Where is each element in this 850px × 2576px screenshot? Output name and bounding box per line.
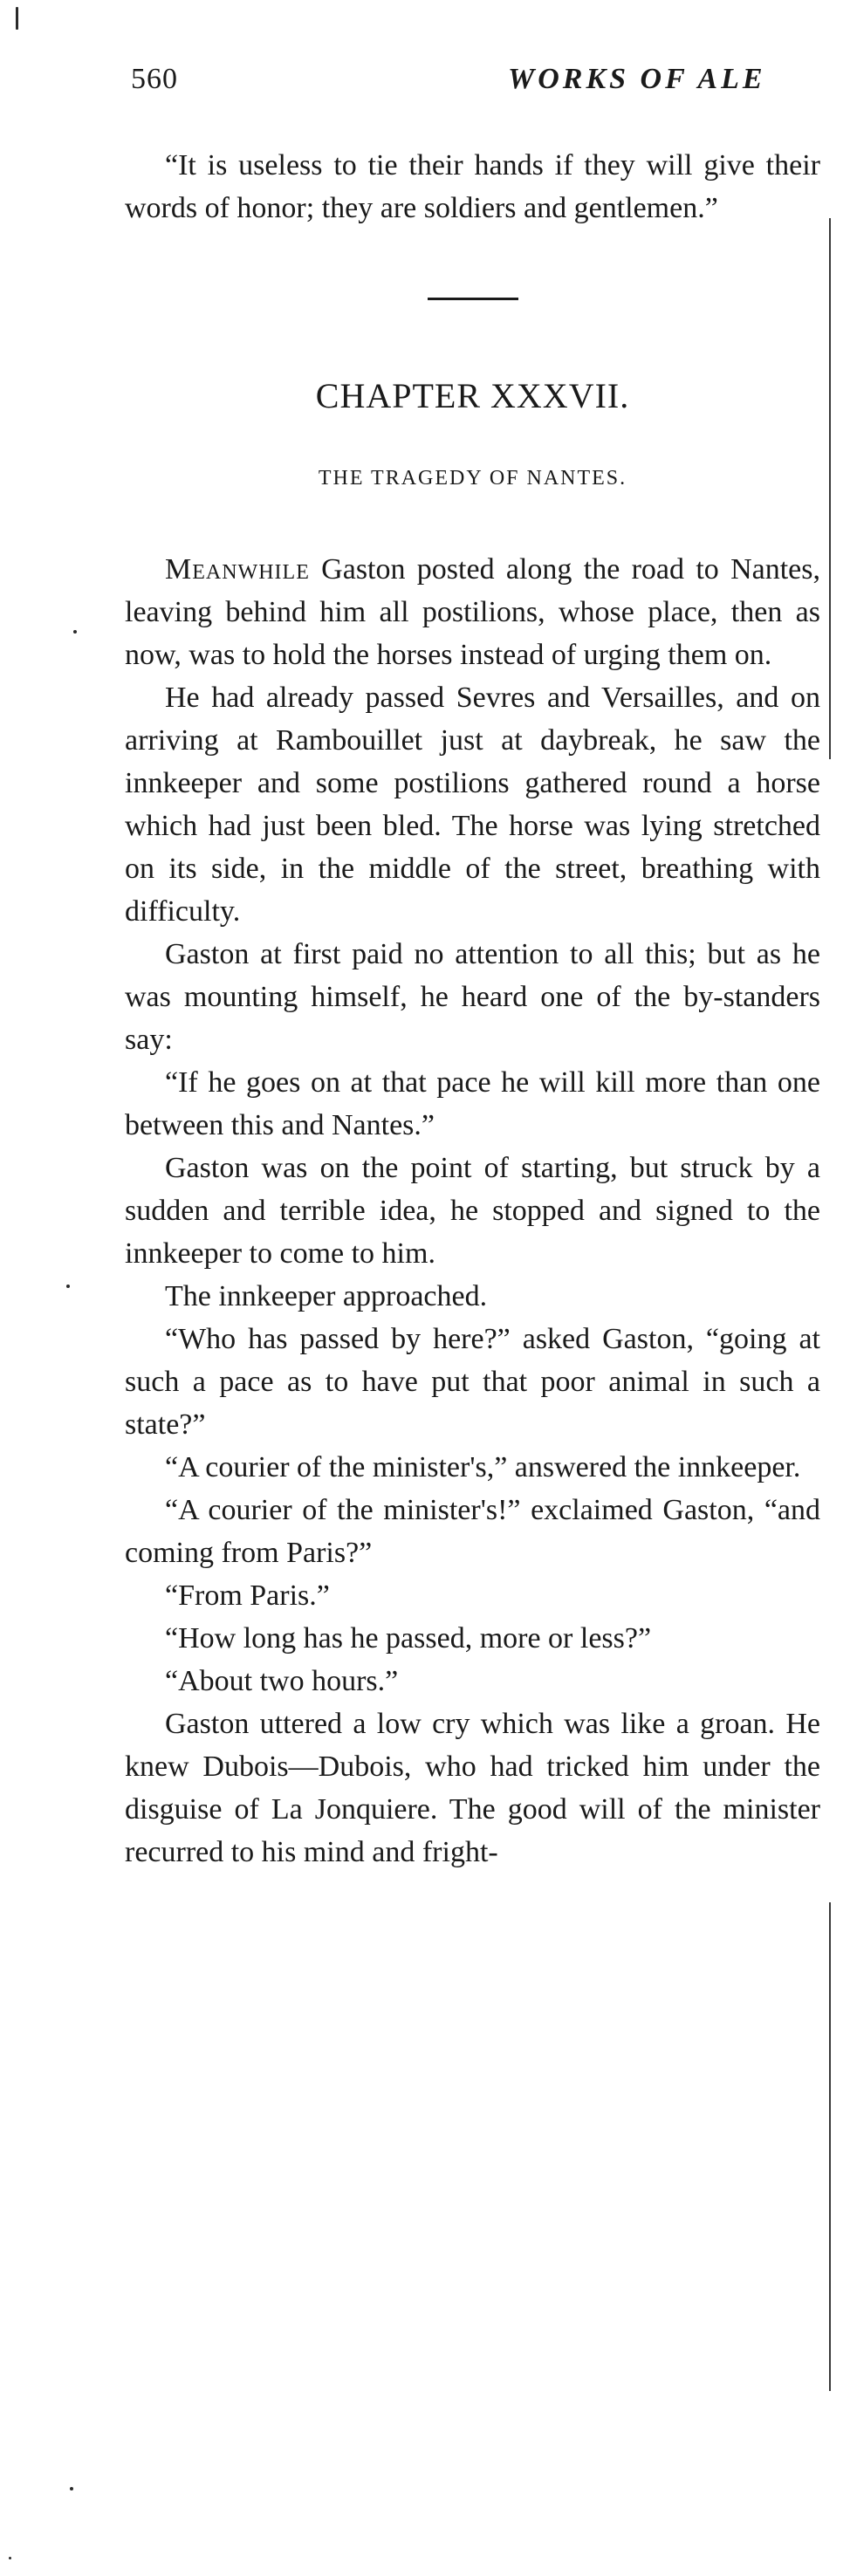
text-column — [125, 144, 820, 1874]
ink-speck — [70, 2487, 73, 2490]
paragraph: “Who has passed by here?” asked Gaston, “going at such a pace as to have put that poor animal in such a state?” — [125, 1323, 820, 1441]
opening-paragraph — [125, 548, 820, 676]
paragraph: “A courier of the minister's!” exclaimed Gaston, “and coming from Paris?” — [125, 1494, 820, 1569]
page-number: 560 — [131, 63, 178, 95]
paragraph: The innkeeper approached. — [165, 1280, 488, 1312]
chapter-title: CHAPTER XXXVII. — [315, 376, 630, 415]
ink-mark — [16, 7, 18, 30]
paragraph: “From Paris.” — [165, 1579, 330, 1612]
margin-rule — [829, 218, 831, 759]
paragraph: “If he goes on at that pace he will kill more than one between this and Nantes.” — [125, 1066, 820, 1141]
paragraph: “About two hours.” — [165, 1665, 399, 1697]
paragraph: “A courier of the minister's,” answered the innkeeper. — [165, 1451, 801, 1483]
opening-text: Gaston posted along the road to Nantes, leaving behind him all postilions, whose place, then as now, was to hold the horses instead of urging them on. — [125, 553, 820, 671]
ink-speck — [66, 1285, 70, 1288]
opening-lead-word: Meanwhile — [165, 553, 310, 586]
paragraph: Gaston uttered a low cry which was like a groan. He knew Dubois—Dubois, who had tricked him under the disguise of La Jonquiere. The good will of the minister recurred to his mind and fright- — [125, 1708, 820, 1868]
margin-rule — [829, 1902, 831, 2391]
section-divider — [428, 298, 518, 300]
paragraph: Gaston at first paid no attention to all this; but as he was mounting himself, he heard one of the by-standers say: — [125, 938, 820, 1056]
ink-speck — [73, 630, 77, 634]
paragraph: “It is useless to tie their hands if they will give their words of honor; they are soldiers and gentlemen.” — [125, 149, 820, 224]
paragraph: He had already passed Sevres and Versailles, and on arriving at Rambouillet just at daybreak, he saw the innkeeper and some postilions gathered round a horse which had just been bled. The horse was lying stretched on its side, in the middle of the street, breathing with difficulty. — [125, 682, 820, 928]
running-header — [131, 63, 850, 106]
chapter-subtitle: THE TRAGEDY OF NANTES. — [318, 467, 627, 490]
running-title: WORKS OF ALE — [508, 63, 766, 95]
ink-speck — [9, 2557, 11, 2559]
paragraph: Gaston was on the point of starting, but struck by a sudden and terrible idea, he stopped and signed to the innkeeper to come to him. — [125, 1152, 820, 1270]
paragraph: “How long has he passed, more or less?” — [165, 1622, 652, 1655]
